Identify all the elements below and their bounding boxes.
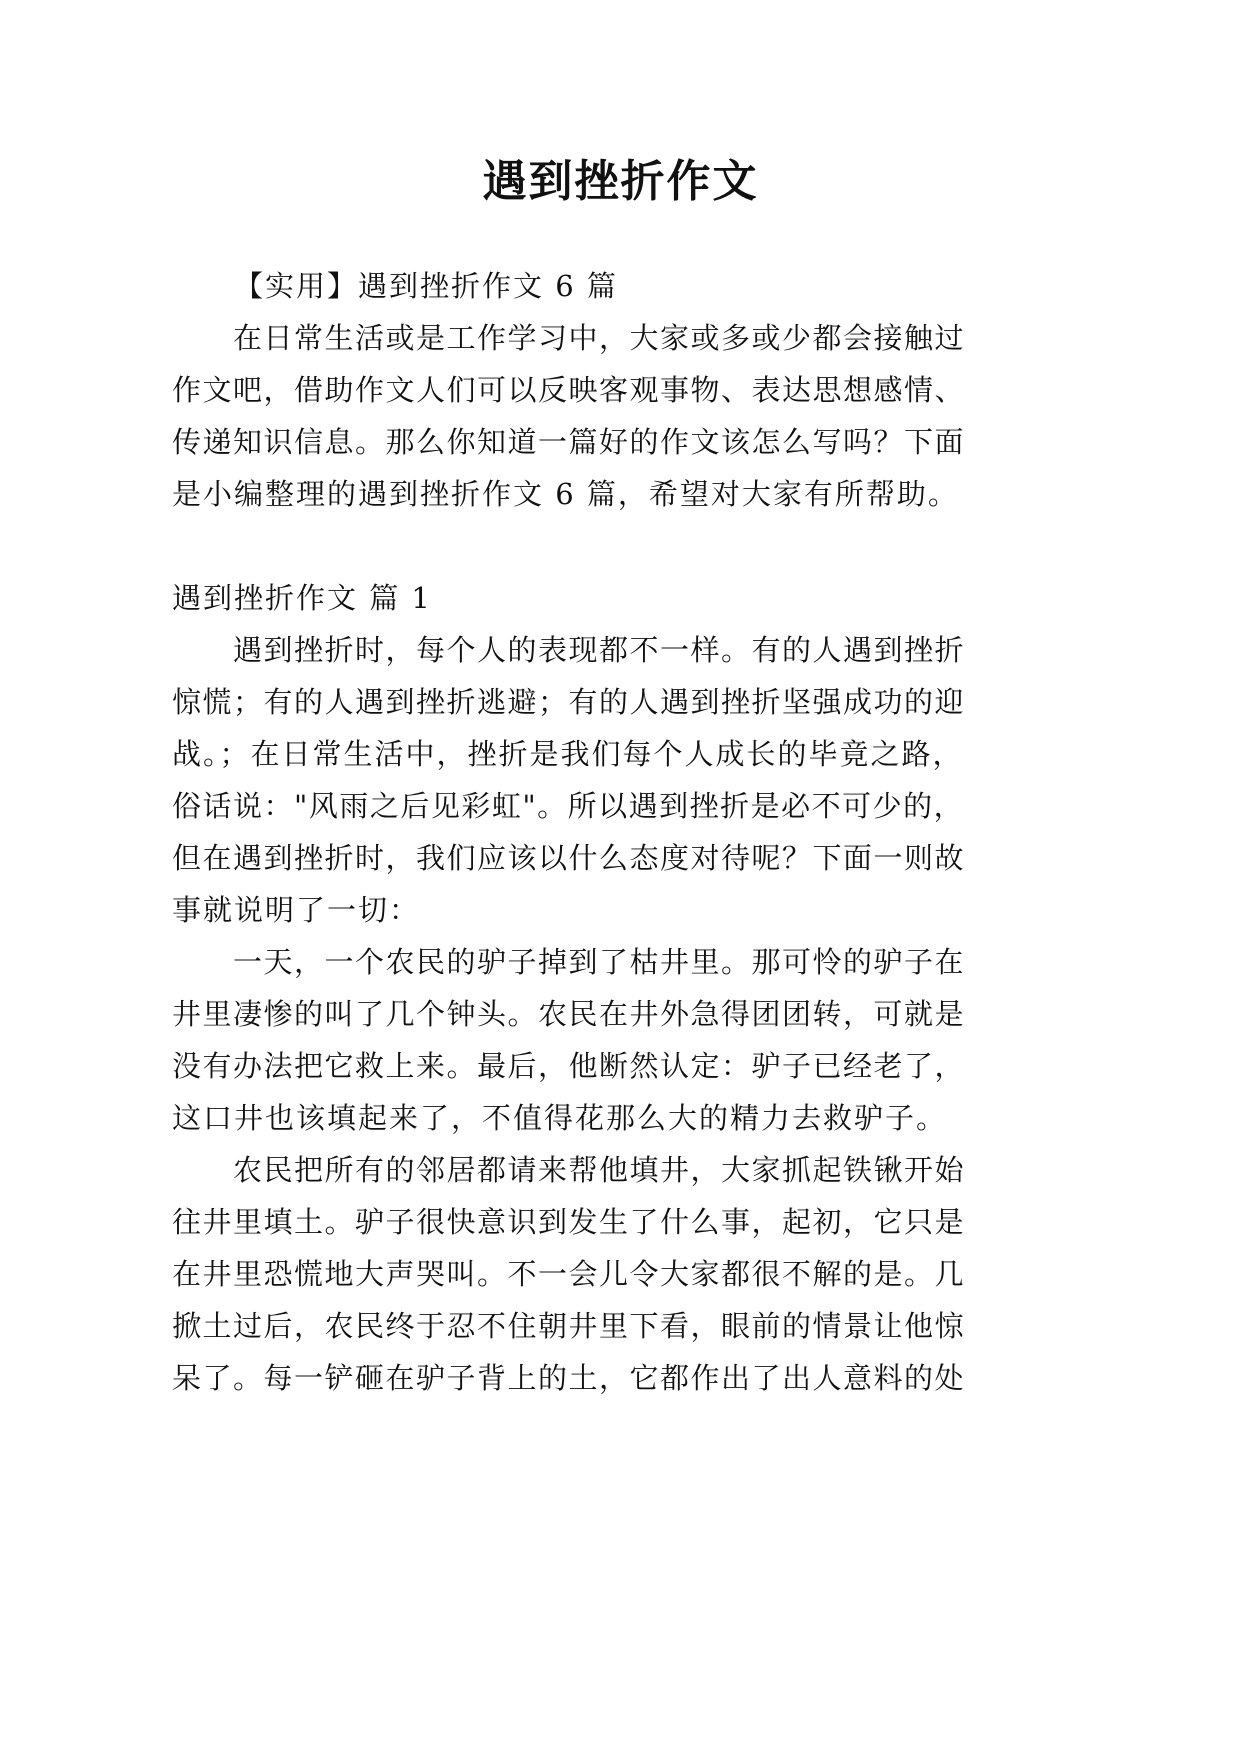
body-line: 这口井也该填起来了，不值得花那么大的精力去救驴子。: [172, 1101, 948, 1135]
document-title: 遇到挫折作文: [482, 156, 759, 207]
body-line: 惊慌；有的人遇到挫折逃避；有的人遇到挫折坚强成功的迎: [172, 685, 966, 719]
body-line: 呆了。每一铲砸在驴子背上的土，它都作出了出人意料的处: [172, 1361, 966, 1395]
body-line: 井里凄惨的叫了几个钟头。农民在井外急得团团转，可就是: [172, 997, 966, 1031]
body-line: 遇到挫折时，每个人的表现都不一样。有的人遇到挫折: [233, 633, 966, 667]
body-line: 俗话说："风雨之后见彩虹"。所以遇到挫折是必不可少的，: [172, 789, 965, 823]
body-line: 战。；在日常生活中，挫折是我们每个人成长的毕竟之路，: [172, 737, 964, 771]
section-heading: 遇到挫折作文 篇 1: [172, 581, 432, 615]
body-line: 没有办法把它救上来。最后，他断然认定：驴子已经老了，: [172, 1049, 966, 1083]
intro-line: 在日常生活或是工作学习中，大家或多或少都会接触过: [233, 321, 966, 355]
body-line: 一天，一个农民的驴子掉到了枯井里。那可怜的驴子在: [233, 945, 966, 979]
body-line: 农民把所有的邻居都请来帮他填井，大家抓起铁锹开始: [233, 1153, 966, 1187]
body-line: 在井里恐慌地大声哭叫。不一会儿令大家都很不解的是。几: [172, 1257, 966, 1291]
intro-line: 传递知识信息。那么你知道一篇好的作文该怎么写吗？下面: [172, 425, 966, 459]
intro-line: 是小编整理的遇到挫折作文 6 篇，希望对大家有所帮助。: [172, 477, 959, 511]
body-line: 往井里填土。驴子很快意识到发生了什么事，起初，它只是: [172, 1205, 966, 1239]
body-line: 事就说明了一切：: [172, 893, 421, 927]
article-subtitle: 【实用】遇到挫折作文 6 篇: [234, 269, 618, 303]
body-line: 掀土过后，农民终于忍不住朝井里下看，眼前的情景让他惊: [172, 1309, 966, 1343]
intro-line: 作文吧，借助作文人们可以反映客观事物、表达思想感情、: [172, 373, 966, 407]
body-line: 但在遇到挫折时，我们应该以什么态度对待呢？下面一则故: [172, 841, 966, 875]
